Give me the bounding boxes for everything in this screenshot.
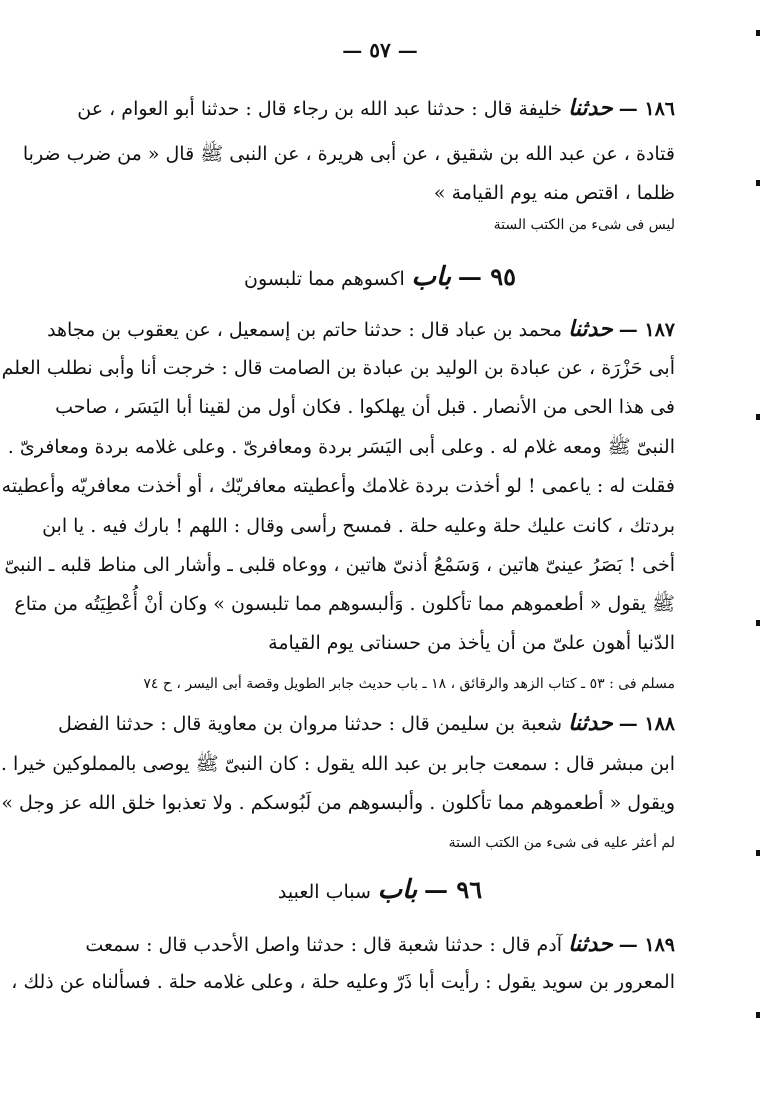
hadith-number: ١٨٨ — bbox=[618, 713, 675, 735]
page-number: — ٥٧ — bbox=[342, 38, 418, 62]
hadith-number: ١٨٦ — bbox=[618, 98, 675, 120]
hadith-187-note: مسلم فى : ٥٣ ـ كتاب الزهد والرقائق ، ١٨ ـ باب حديث جابر الطويل وقصة أبى اليسر ، ح ٧٤ bbox=[143, 676, 675, 692]
scan-edge-mark bbox=[756, 180, 760, 186]
hadith-187-line-2: أبى حَزْرَة ، عن عبادة بن الوليد بن عبادة بن الصامت قال : خرجت أنا وأبى نطلب العلم bbox=[1, 357, 675, 379]
hadith-number: ١٨٩ — bbox=[618, 934, 675, 956]
scan-edge-mark bbox=[756, 850, 760, 856]
hadith-188-line-2: ابن مبشر قال : سمعت جابر بن عبد الله يقول : كان النبىّ ﷺ يوصى بالمملوكين خيرا . bbox=[0, 753, 675, 775]
hadith-188-note: لم أعثر عليه فى شىء من الكتب الستة bbox=[448, 835, 675, 851]
hadith-text: آدم قال : حدثنا شعبة قال : حدثنا واصل الأحدب قال : سمعت bbox=[85, 934, 563, 956]
hadith-text: خليفة قال : حدثنا عبد الله بن رجاء قال : حدثنا أبو العوام ، عن bbox=[77, 98, 563, 120]
scan-edge-mark bbox=[756, 1012, 760, 1018]
chapter-number: ٩٦ — bbox=[423, 875, 483, 904]
hadith-187-line-9: الدّنيا أهون علىّ من أن يأخذ من حسناتى يوم القيامة bbox=[268, 632, 675, 654]
chapter-word: باب bbox=[411, 262, 452, 292]
hadith-188-line-3: ويقول « أطعموهم مما تأكلون . وألبسوهم من لَبُوسكم . ولا تعذبوا خلق الله عز وجل » bbox=[1, 792, 675, 814]
hadith-186-line-3: ظلما ، اقتص منه يوم القيامة » bbox=[433, 182, 675, 204]
chapter-title: اكسوهم مما تلبسون bbox=[244, 268, 405, 290]
hadith-187-line-3: فى هذا الحى من الأنصار . قبل أن يهلكوا . فكان أول من لقينا أبا اليَسَر ، صاحب bbox=[55, 396, 675, 418]
hadith-189-line-2: المعرور بن سويد يقول : رأيت أبا ذَرّ وعليه حلة ، وعلى غلامه حلة . فسألناه عن ذلك ، bbox=[11, 971, 675, 993]
hadith-188-line-1 bbox=[58, 710, 675, 736]
hadith-186-note: ليس فى شىء من الكتب الستة bbox=[493, 217, 675, 233]
scan-edge-mark bbox=[756, 620, 760, 626]
chapter-95-heading bbox=[0, 262, 760, 292]
hadith-number: ١٨٧ — bbox=[618, 319, 675, 341]
hadith-text: شعبة بن سليمن قال : حدثنا مروان بن معاوية قال : حدثنا الفضل bbox=[58, 713, 563, 735]
hadith-186-line-1 bbox=[77, 95, 675, 121]
haddathana-lead: حدثنا bbox=[568, 95, 613, 121]
chapter-title: سباب العبيد bbox=[277, 881, 371, 903]
haddathana-lead: حدثنا bbox=[568, 710, 613, 736]
haddathana-lead: حدثنا bbox=[568, 316, 613, 342]
hadith-189-line-1 bbox=[85, 931, 675, 957]
hadith-187-line-4: النبىّ ﷺ ومعه غلام له . وعلى أبى اليَسَر بردة ومعافرىّ . وعلى غلامه بردة ومعافرىّ . bbox=[7, 436, 675, 458]
hadith-187-line-5: فقلت له : ياعمى ! لو أخذت بردة غلامك وأعطيته معافريّك ، أو أخذت معافريّه وأعطيته bbox=[1, 475, 675, 497]
hadith-187-line-8: ﷺ يقول « أطعموهم مما تأكلون . وَألبسوهم مما تلبسون » وكان أنْ أُعْطِيَتُه من متاع bbox=[14, 593, 675, 615]
hadith-186-line-2: قتادة ، عن عبد الله بن شقيق ، عن أبى هريرة ، عن النبى ﷺ قال « من ضرب ضربا bbox=[22, 143, 675, 165]
haddathana-lead: حدثنا bbox=[568, 931, 613, 957]
chapter-word: باب bbox=[377, 875, 418, 905]
scan-edge-mark bbox=[756, 30, 760, 36]
scan-edge-mark bbox=[756, 414, 760, 420]
hadith-187-line-1 bbox=[47, 316, 675, 342]
hadith-text: محمد بن عباد قال : حدثنا حاتم بن إسمعيل ، عن يعقوب بن مجاهد bbox=[47, 319, 563, 341]
hadith-187-line-7: أخى ! بَصَرُ عينىّ هاتين ، وَسَمْعُ أذنىّ هاتين ، ووعاه قلبى ـ وأشار الى مناط قلبه ـ النبىّ bbox=[4, 554, 675, 576]
hadith-187-line-6: بردتك ، كانت عليك حلة وعليه حلة . فمسح رأسى وقال : اللهم ! بارك فيه . يا ابن bbox=[42, 515, 675, 537]
chapter-96-heading bbox=[0, 875, 760, 905]
chapter-number: ٩٥ — bbox=[457, 262, 516, 291]
